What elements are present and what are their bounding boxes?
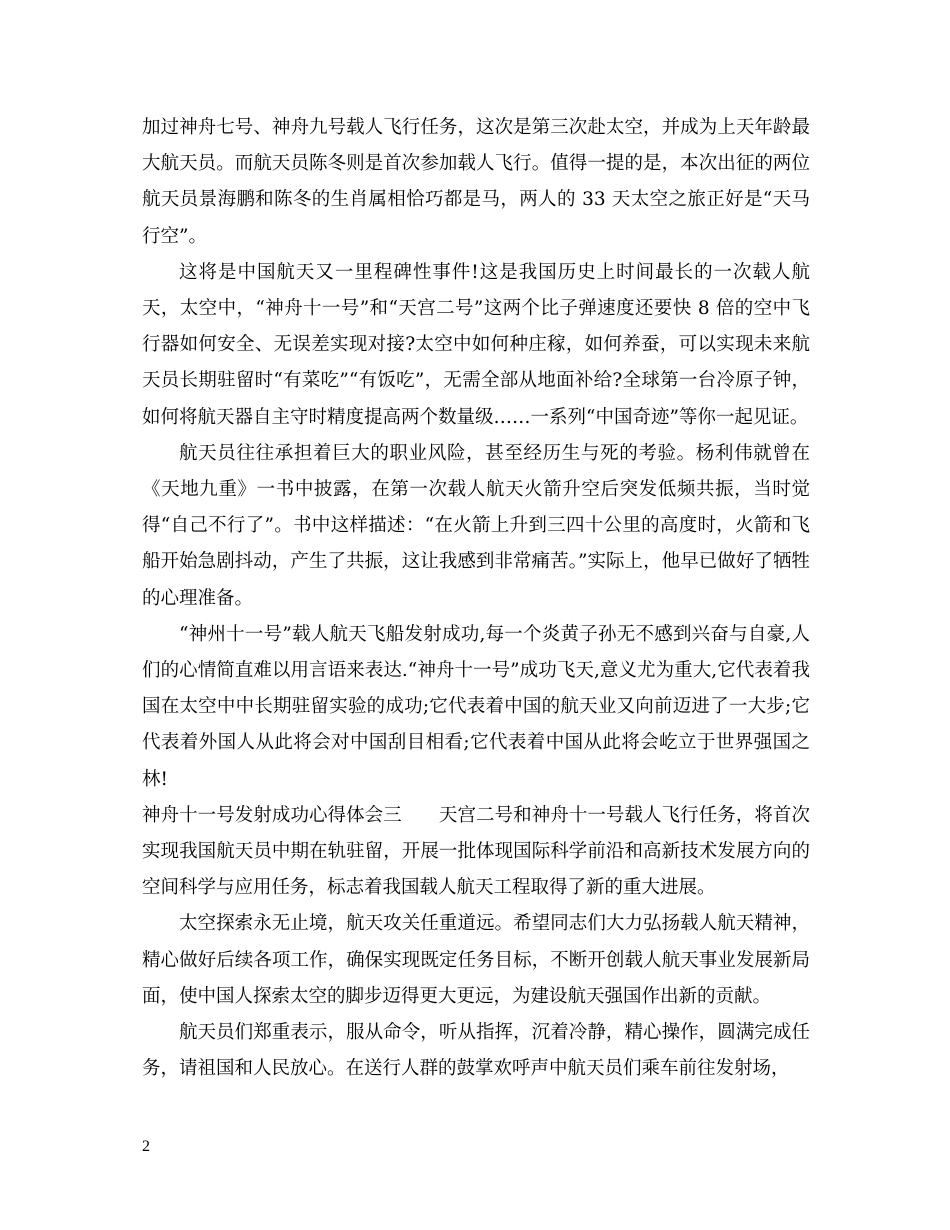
section-heading: 神舟十一号发射成功心得体会三 — [142, 804, 402, 826]
paragraph-launch-success: “神州十一号”载人航天飞船发射成功,每一个炎黄子孙无不感到兴奋与自豪,人们的心情简直难以用言语来表达.“神舟十一号”成功飞天,意义尤为重大,它代表着我国在太空中中长期驻留实验的成功;它代表着中国的航天业又向前迈进了一大步;它代表着外国人从此将会对中国刮目相看;它代表着中国从此将会屹立于世界强国之林! — [142, 623, 810, 790]
paragraph-continuation: 加过神舟七号、神舟九号载人飞行任务，这次是第三次赴太空，并成为上天年龄最大航天员。而航天员陈冬则是首次参加载人飞行。值得一提的是，本次出征的两位航天员景海鹏和陈冬的生肖属相恰巧都是马，两人的 33 天太空之旅正好是“天马行空”。 — [142, 117, 810, 247]
paragraph-space-exploration: 太空探索永无止境，航天攻关任重道远。希望同志们大力弘扬载人航天精神，精心做好后续各项工作，确保实现既定任务目标，不断开创载人航天事业发展新局面，使中国人探索太空的脚步迈得更大更远，为建设航天强国作出新的贡献。 — [142, 913, 810, 1007]
paragraph-astronauts-pledge: 航天员们郑重表示，服从命令，听从指挥，沉着冷静，精心操作，圆满完成任务，请祖国和人民放心。在送行人群的鼓掌欢呼声中航天员们乘车前往发射场， — [142, 1022, 810, 1080]
paragraph-milestone: 这将是中国航天又一里程碑性事件!这是我国历史上时间最长的一次载人航天，太空中，“神舟十一号”和“天宫二号”这两个比子弹速度还要快 8 倍的空中飞行器如何安全、无误差实现对接?太空中如何种庄稼，如何养蚕，可以实现未来航天员长期驻留时“有菜吃”“有饭吃”，无需全部从地面补给?全球第一台冷原子钟，如何将航天器自主守时精度提高两个数量级……一系列“中国奇迹”等你一起见证。 — [142, 261, 810, 428]
page-number: 2 — [142, 1138, 150, 1155]
section-first-paragraph: 天宫二号和神舟十一号载人飞行任务，将首次实现我国航天员中期在轨驻留，开展一批体现国际科学前沿和高新技术发展方向的空间科学与应用任务，标志着我国载人航天工程取得了新的重大进展。 — [142, 804, 810, 899]
section-paragraph — [142, 798, 810, 907]
paragraph-risk: 航天员往往承担着巨大的职业风险，甚至经历生与死的考验。杨利伟就曾在《天地九重》一书中披露，在第一次载人航天火箭升空后突发低频共振，当时觉得“自己不行了”。书中这样描述：“在火箭上升到三四十公里的高度时，火箭和飞船开始急剧抖动，产生了共振，这让我感到非常痛苦。”实际上，他早已做好了牺牲的心理准备。 — [142, 442, 810, 609]
document-body — [142, 110, 810, 1087]
section-spacer — [402, 805, 439, 826]
